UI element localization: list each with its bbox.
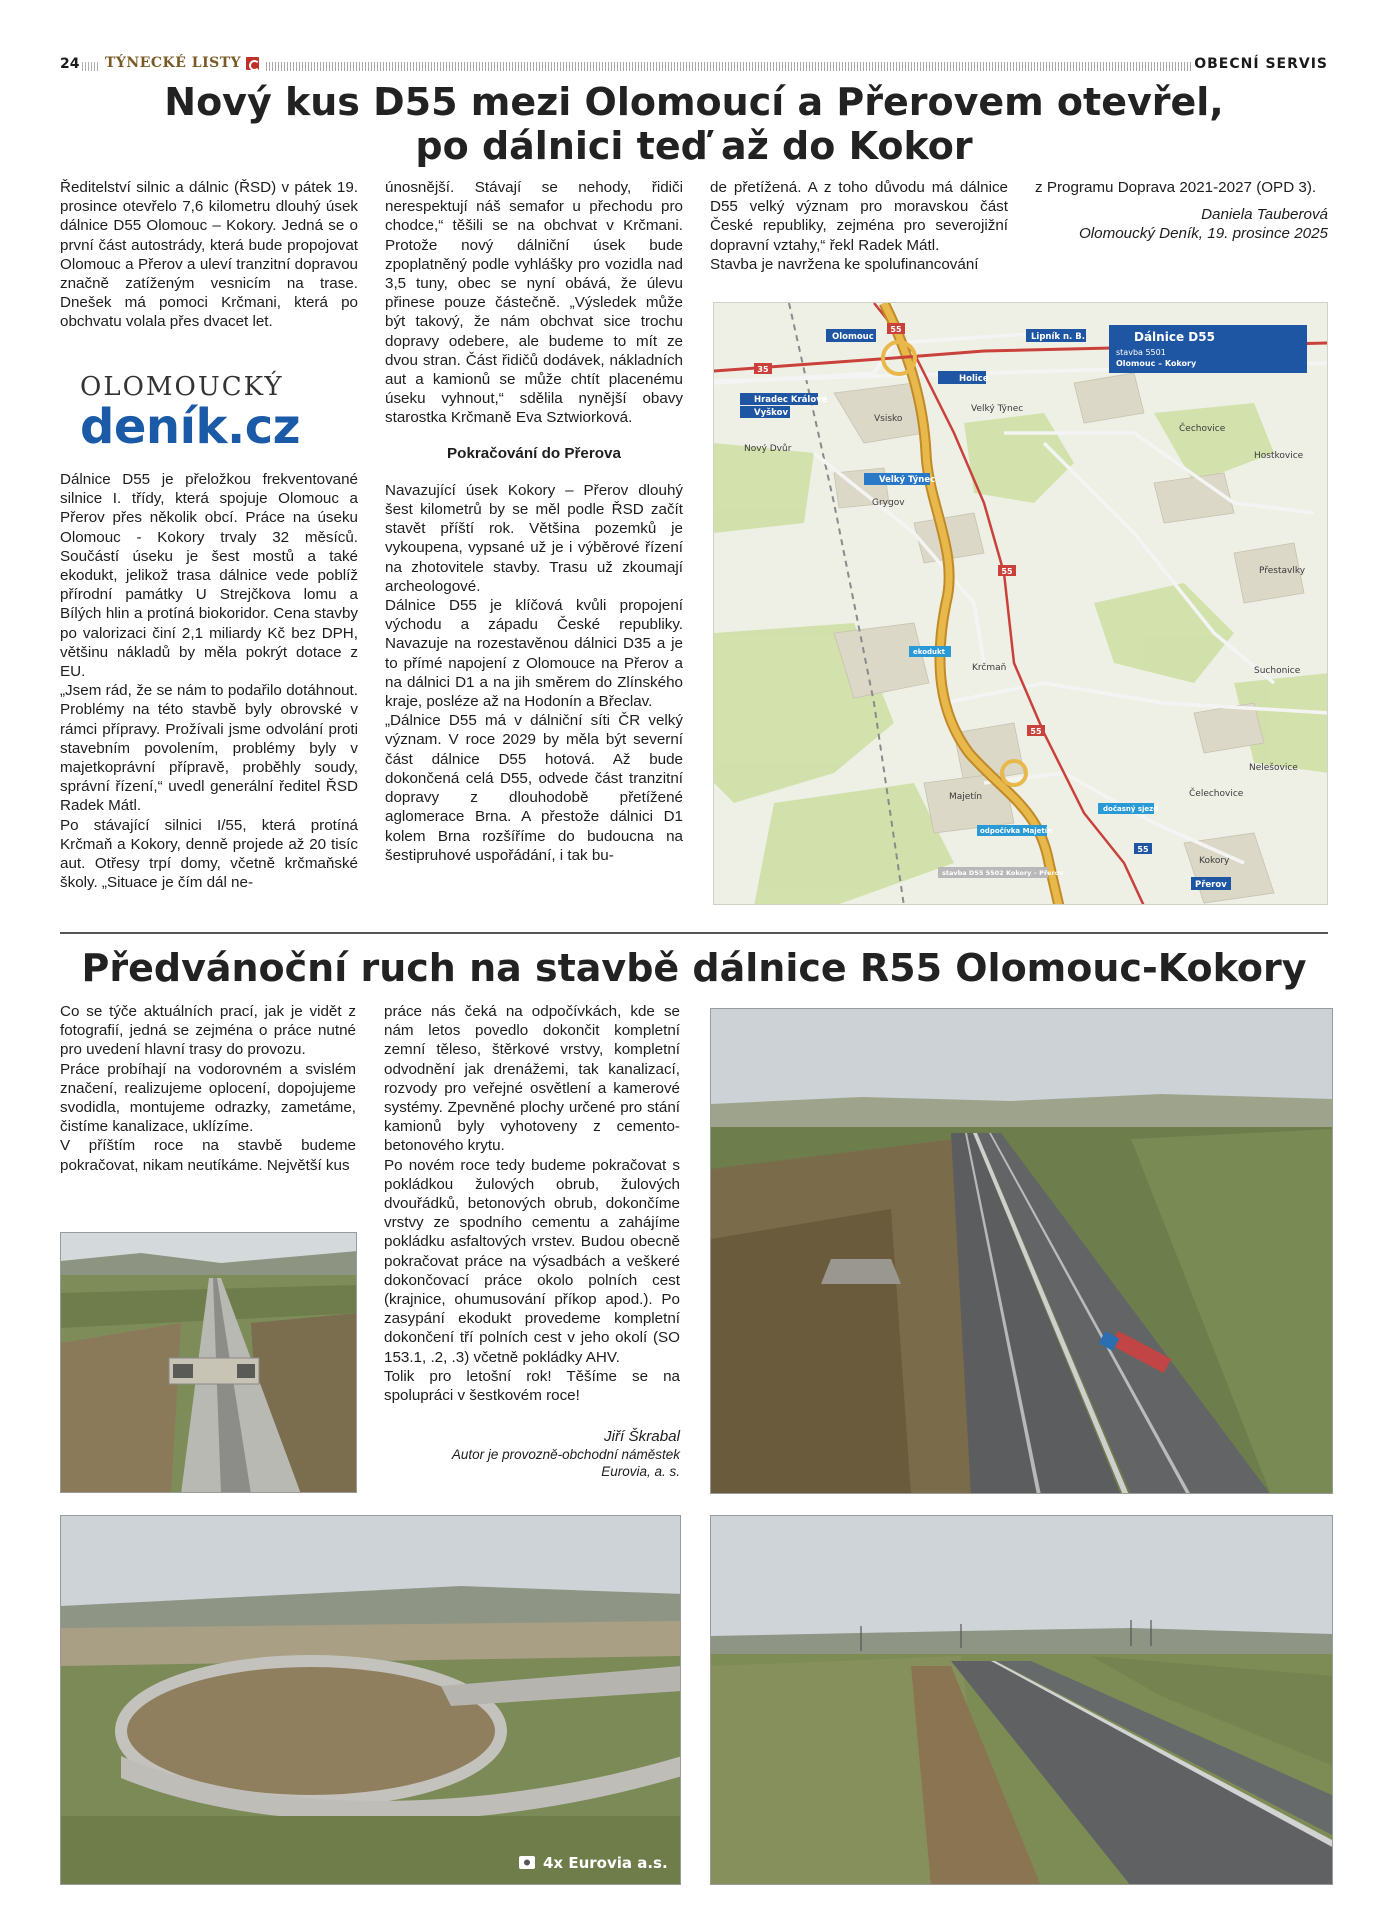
photo-ecoduct-aerial bbox=[60, 1232, 357, 1493]
header-hatch-left bbox=[82, 62, 100, 71]
sign-velky-tynec: Velký Týnec bbox=[879, 475, 936, 485]
article-paragraph: Dálnice D55 je klíčová kvůli propojení východu a západu České republiky. Navazuje na rozestavěnou dálnici D35 a je to přímé napojení z Olomouce na Přerov a na dálnici D1 a na jih směrem do Zlínského kraje, posléze až na Hodonín a Břeclav. bbox=[385, 597, 683, 711]
village-area bbox=[1074, 373, 1144, 423]
route-badge-label: 55 bbox=[890, 325, 902, 334]
sign-holice: Holice bbox=[959, 374, 989, 384]
publication-logo-icon bbox=[246, 57, 259, 70]
article1-source: Olomoucký Deník, 19. prosince 2025 bbox=[1078, 225, 1328, 243]
article-paragraph: Stavba je navržena ke spolufinancování bbox=[710, 255, 979, 273]
photo-interchange-loop bbox=[60, 1515, 681, 1885]
photo-motorway-horizon bbox=[710, 1515, 1333, 1885]
forest-area bbox=[714, 443, 814, 533]
article-paragraph: z Programu Doprava 2021-2027 (OPD 3). bbox=[1035, 179, 1317, 196]
forest-area bbox=[1154, 403, 1274, 483]
article-paragraph: Práce probíhají na vodorovném a svislém značení, realizujeme oplocení, dopojujeme svodidla, montujeme odrazky, zametáme, čistíme kanalizace, uklízíme. bbox=[60, 1060, 356, 1136]
sign-prerov: Přerov bbox=[1195, 880, 1227, 890]
legend-title: Dálnice D55 bbox=[1134, 330, 1215, 344]
logo-wordmark-main: deník.cz bbox=[80, 399, 301, 455]
route-badge-label: 35 bbox=[757, 365, 769, 374]
article1-headline-line1: Nový kus D55 mezi Olomoucí a Přerovem otevřel, bbox=[164, 80, 1224, 124]
article1-author: Daniela Tauberová bbox=[1201, 206, 1328, 224]
place-label: Grygov bbox=[872, 498, 905, 508]
place-label: Vsisko bbox=[874, 414, 903, 424]
article1-headline-line2: po dálnici teď až do Kokor bbox=[415, 124, 973, 168]
article1-column1-intro bbox=[60, 178, 358, 332]
sign-stavba-5502: stavba D55 5502 Kokory – Přerov bbox=[942, 869, 1064, 877]
photo-motorway-aerial bbox=[710, 1008, 1333, 1494]
article-paragraph: Po stávající silnici I/55, která protíná Krčmaň a Kokory, denně projede až 20 tisíc aut. Otřesy trpí domy, včetně krčmaňské školy. „Situace je čím dál ne- bbox=[60, 816, 358, 892]
route-badge-label: 55 bbox=[1030, 727, 1042, 736]
article1-column1 bbox=[60, 470, 358, 892]
article1-column4 bbox=[1035, 178, 1328, 244]
place-label: Velký Týnec bbox=[971, 404, 1024, 414]
sign-vyskov: Vyškov bbox=[754, 408, 788, 418]
article2-author-role: Autor je provozně-obchodní náměstek bbox=[451, 1447, 680, 1463]
article-paragraph: de přetížená. A z toho důvodu má dálnice D55 velký význam pro moravskou část České republiky, zejména pro severojižní dopravní vztahy,“ řekl Radek Mátl. bbox=[710, 179, 1008, 254]
article-paragraph: Po novém roce tedy budeme pokračovat s pokládkou žulových obrub, žulových dvouřádků, betonových obrub, dokončíme vrstvy ze spodního cementu a zahájíme pokládku asfaltových vrstev. Budou obecně pokračovat práce na výsadbách a veškeré dokončovací práce okolo polních cest (krajnice, ohumusování příkop apod.). Po zasypání ekodukt provedeme kompletní dokončení tří polních cest v jeho okolí (SO 153.1, .2, .3) včetně pokládky AHV. bbox=[384, 1156, 680, 1366]
article2-author: Jiří Škrabal bbox=[604, 1428, 680, 1446]
article-paragraph: Dálnice D55 je přeložkou frekventované silnice I. třídy, která spojuje Olomouc a Přerov přes několik obcí. Práce na úseku Olomouc - Kokory trvaly 32 měsíců. Součástí úseku je šest mostů a také ekodukt, jelikož trasa dálnice vede poblíž přírodní památky U Strejčkova lomu a Bílých hlin a protíná biokoridor. Cena stavby po valorizaci činí 2,1 miliardy Kč bez DPH, většinu nákladů by měla pokrýt dotace z EU. bbox=[60, 471, 358, 681]
place-label: Suchonice bbox=[1254, 666, 1301, 676]
place-label: Nový Dvůr bbox=[744, 444, 792, 454]
place-label: Majetín bbox=[949, 792, 983, 802]
article-paragraph: Tolik pro letošní rok! Těšíme se na spolupráci v šestkovém roce! bbox=[384, 1367, 680, 1405]
article-paragraph: únosnější. Stávají se nehody, řidiči nerespektují náš semafor u přechodu pro chodce,“ těšili se na obchvat v Krčmani. Protože nový dálniční úsek bude zpoplatněný podle vyhlášky pro vozidla nad 3,5 tuny, obec se nyní obává, že úlevu přinese pouze částečně. „Výsledek může být takový, že nám obchvat sice trochu dopravy odebere, ale budeme to mít ze dvou stran. Část řidičů dodávek, nákladních aut a kamionů se může chtít placenému úseku vyhnout,“ sdělila nynější obavy starostka Krčmaně Eva Sztwiorková. bbox=[385, 179, 683, 427]
article-paragraph: V příštím roce na stavbě budeme pokračovat, nikam neutíkáme. Největší kus bbox=[60, 1137, 356, 1174]
photo-credit-text: 4x Eurovia a.s. bbox=[543, 1854, 668, 1872]
olomoucky-denik-logo bbox=[80, 372, 340, 455]
sign-ekodukt: ekodukt bbox=[913, 648, 946, 656]
article2-headline: Předvánoční ruch na stavbě dálnice R55 Olomouc-Kokory bbox=[81, 946, 1307, 990]
article-paragraph: Co se týče aktuálních prací, jak je vidět z fotografií, jedná se zejména o práce nutné pro uvedení hlavní trasy do provozu. bbox=[60, 1003, 356, 1059]
route-badge-label: 55 bbox=[1137, 845, 1149, 854]
logo-wordmark-top: OLOMOUCKÝ bbox=[80, 372, 284, 402]
forest-area bbox=[754, 783, 954, 905]
sign-lipnik: Lipník n. B. bbox=[1031, 332, 1085, 342]
article1-headline bbox=[60, 80, 1328, 168]
section-title: OBECNÍ SERVIS bbox=[1194, 56, 1328, 72]
route-badge-label: 55 bbox=[1001, 567, 1013, 576]
place-label: Čechovice bbox=[1179, 424, 1226, 434]
article1-subheading: Pokračování do Přerova bbox=[447, 444, 621, 462]
place-label: Přestavlky bbox=[1259, 566, 1306, 576]
place-label: Čelechovice bbox=[1189, 789, 1244, 799]
article-paragraph: práce nás čeká na odpočívkách, kde se nám letos povedlo dokončit kompletní zemní těleso, štěrkové vrstvy, kompletní odvodnění jak drenážemi, tak kanalizací, rozvody pro veřejné osvětlení a kamerové systémy. Zpevněné plochy určené pro stání kamionů byly vyhotoveny z cemento-betonového krytu. bbox=[384, 1003, 680, 1155]
sign-docasny-sjezd: dočasný sjezd bbox=[1103, 805, 1159, 813]
place-label: Hostkovice bbox=[1254, 451, 1304, 461]
section-divider bbox=[60, 932, 1328, 934]
sign-hradec: Hradec Králové bbox=[754, 395, 828, 405]
article-paragraph: Navazující úsek Kokory – Přerov dlouhý šest kilometrů by se měl podle ŘSD začít stavět příští rok. Většina pozemků je vykoupena, vypsané už je i výběrové řízení na zhotovitele stavby. Trasu už zkoumají archeologové. bbox=[385, 481, 683, 595]
article1-lead-paragraph: Ředitelství silnic a dálnic (ŘSD) v pátek 19. prosince otevřelo 7,6 kilometru dlouhý úsek dálnice D55 Olomouc – Kokory. Jedná se o první část autostrády, která bude propojovat Olomouc a Přerov a uleví tranzitní dopravou značně zatíženým vesnicím na trase. Dnešek má pomoci Krčmani, která po obchvatu volala přes dvacet let. bbox=[60, 179, 358, 331]
article-paragraph: „Jsem rád, že se nám to podařilo dotáhnout. Problémy na této stavbě byly obrovské v rámci přípravy. Prožívali jsme odvolání proti stavebním povolením, problémy byly v majetkoprávní přípravě, proběhly soudy, správní řízení,“ uvedl generální ředitel ŘSD Radek Mátl. bbox=[60, 682, 358, 815]
route-map bbox=[713, 302, 1328, 905]
article2-column1 bbox=[60, 1002, 356, 1175]
article2-author-company: Eurovia, a. s. bbox=[601, 1464, 680, 1480]
header-hatch-right bbox=[266, 62, 1191, 71]
legend-line2: Olomouc – Kokory bbox=[1116, 359, 1197, 368]
legend-line1: stavba 5501 bbox=[1116, 348, 1166, 357]
place-label: Krčmaň bbox=[972, 663, 1007, 673]
village-area bbox=[1154, 473, 1234, 523]
village-area bbox=[834, 383, 924, 443]
place-label: Nelešovice bbox=[1249, 763, 1298, 773]
place-label: Kokory bbox=[1199, 856, 1230, 866]
sign-olomouc: Olomouc bbox=[832, 332, 874, 342]
article1-column2 bbox=[385, 178, 683, 865]
sign-odpocivka: odpočívka Majetín bbox=[980, 827, 1053, 835]
page-header bbox=[60, 54, 1328, 76]
article2-column2 bbox=[384, 1002, 680, 1480]
article-paragraph: „Dálnice D55 má v dálniční síti ČR velký význam. V roce 2029 by měla být severní část dálnice D55 hotová. Až bude dokončená celá D55, odvede část tranzitní dopravy z dlouhodobě přetížené aglomerace Brna. A přestože dálnici D1 kolem Brna rozšíříme do budoucna na šestipruhové uspořádání, i tak bu- bbox=[385, 712, 683, 864]
publication-name: TÝNECKÉ LISTY bbox=[105, 55, 242, 71]
article1-column3 bbox=[710, 178, 1008, 274]
page-number: 24 bbox=[60, 56, 80, 72]
